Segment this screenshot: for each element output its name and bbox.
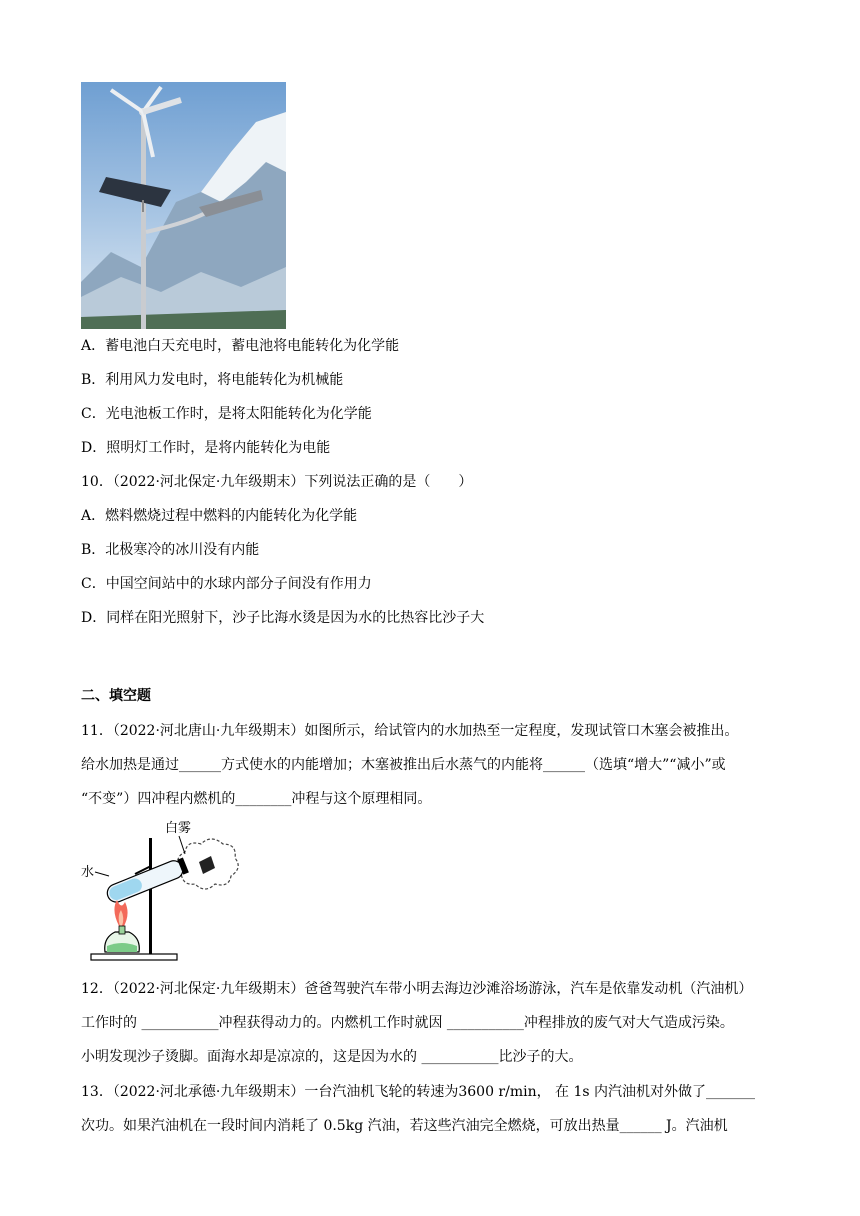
q10-option-d: D．同样在阳光照射下，沙子比海水烫是因为水的比热容比沙子大 bbox=[81, 610, 485, 626]
q10-stem: 10．（2022·河北保定·九年级期末）下列说法正确的是（ ） bbox=[81, 474, 473, 490]
section-title-fill-in: 二、填空题 bbox=[81, 688, 151, 704]
q10-option-b: B．北极寒冷的冰川没有内能 bbox=[81, 542, 260, 558]
q12-line-2: 工作时的 ___________冲程获得动力的。内燃机工作时就因 ___________冲程排放的废气对大气造成污染。 bbox=[81, 1015, 734, 1031]
q10-option-a: A．燃料燃烧过程中燃料的内能转化为化学能 bbox=[81, 508, 358, 524]
q11-line-3: “不变”）四冲程内燃机的________冲程与这个原理相同。 bbox=[81, 791, 432, 807]
q9-option-d: D．照明灯工作时，是将内能转化为电能 bbox=[81, 440, 331, 456]
q9-option-b: B．利用风力发电时，将电能转化为机械能 bbox=[81, 372, 344, 388]
test-tube-heating-diagram bbox=[81, 818, 243, 966]
q13-line-1: 13．（2022·河北承德·九年级期末）一台汽油机飞轮的转速为3600 r/min， 在 1s 内汽油机对外做了_______ bbox=[81, 1084, 756, 1100]
q9-option-a: A．蓄电池白天充电时，蓄电池将电能转化为化学能 bbox=[81, 338, 400, 354]
q11-line-2: 给水加热是通过______方式使水的内能增加；木塞被推出后水蒸气的内能将______（选填“增大”“减小”或 bbox=[81, 757, 726, 773]
q12-line-1: 12．（2022·河北保定·九年级期末）爸爸驾驶汽车带小明去海边沙滩浴场游泳，汽车是依靠发动机（汽油机） bbox=[81, 981, 753, 997]
water-label: 水 bbox=[81, 865, 95, 880]
q9-option-c: C．光电池板工作时，是将太阳能转化为化学能 bbox=[81, 406, 372, 422]
q12-line-3: 小明发现沙子烫脚。面海水却是凉凉的，这是因为水的 ___________比沙子的大。 bbox=[81, 1049, 583, 1065]
q10-option-c: C．中国空间站中的水球内部分子间没有作用力 bbox=[81, 576, 372, 592]
wind-solar-streetlight-image bbox=[81, 82, 286, 329]
fog-label: 白雾 bbox=[165, 821, 192, 836]
q11-line-1: 11．（2022·河北唐山·九年级期末）如图所示，给试管内的水加热至一定程度，发现试管口木塞会被推出。 bbox=[81, 723, 739, 739]
q13-line-2: 次功。如果汽油机在一段时间内消耗了 0.5kg 汽油，若这些汽油完全燃烧，可放出热量______ J。汽油机 bbox=[81, 1118, 728, 1134]
